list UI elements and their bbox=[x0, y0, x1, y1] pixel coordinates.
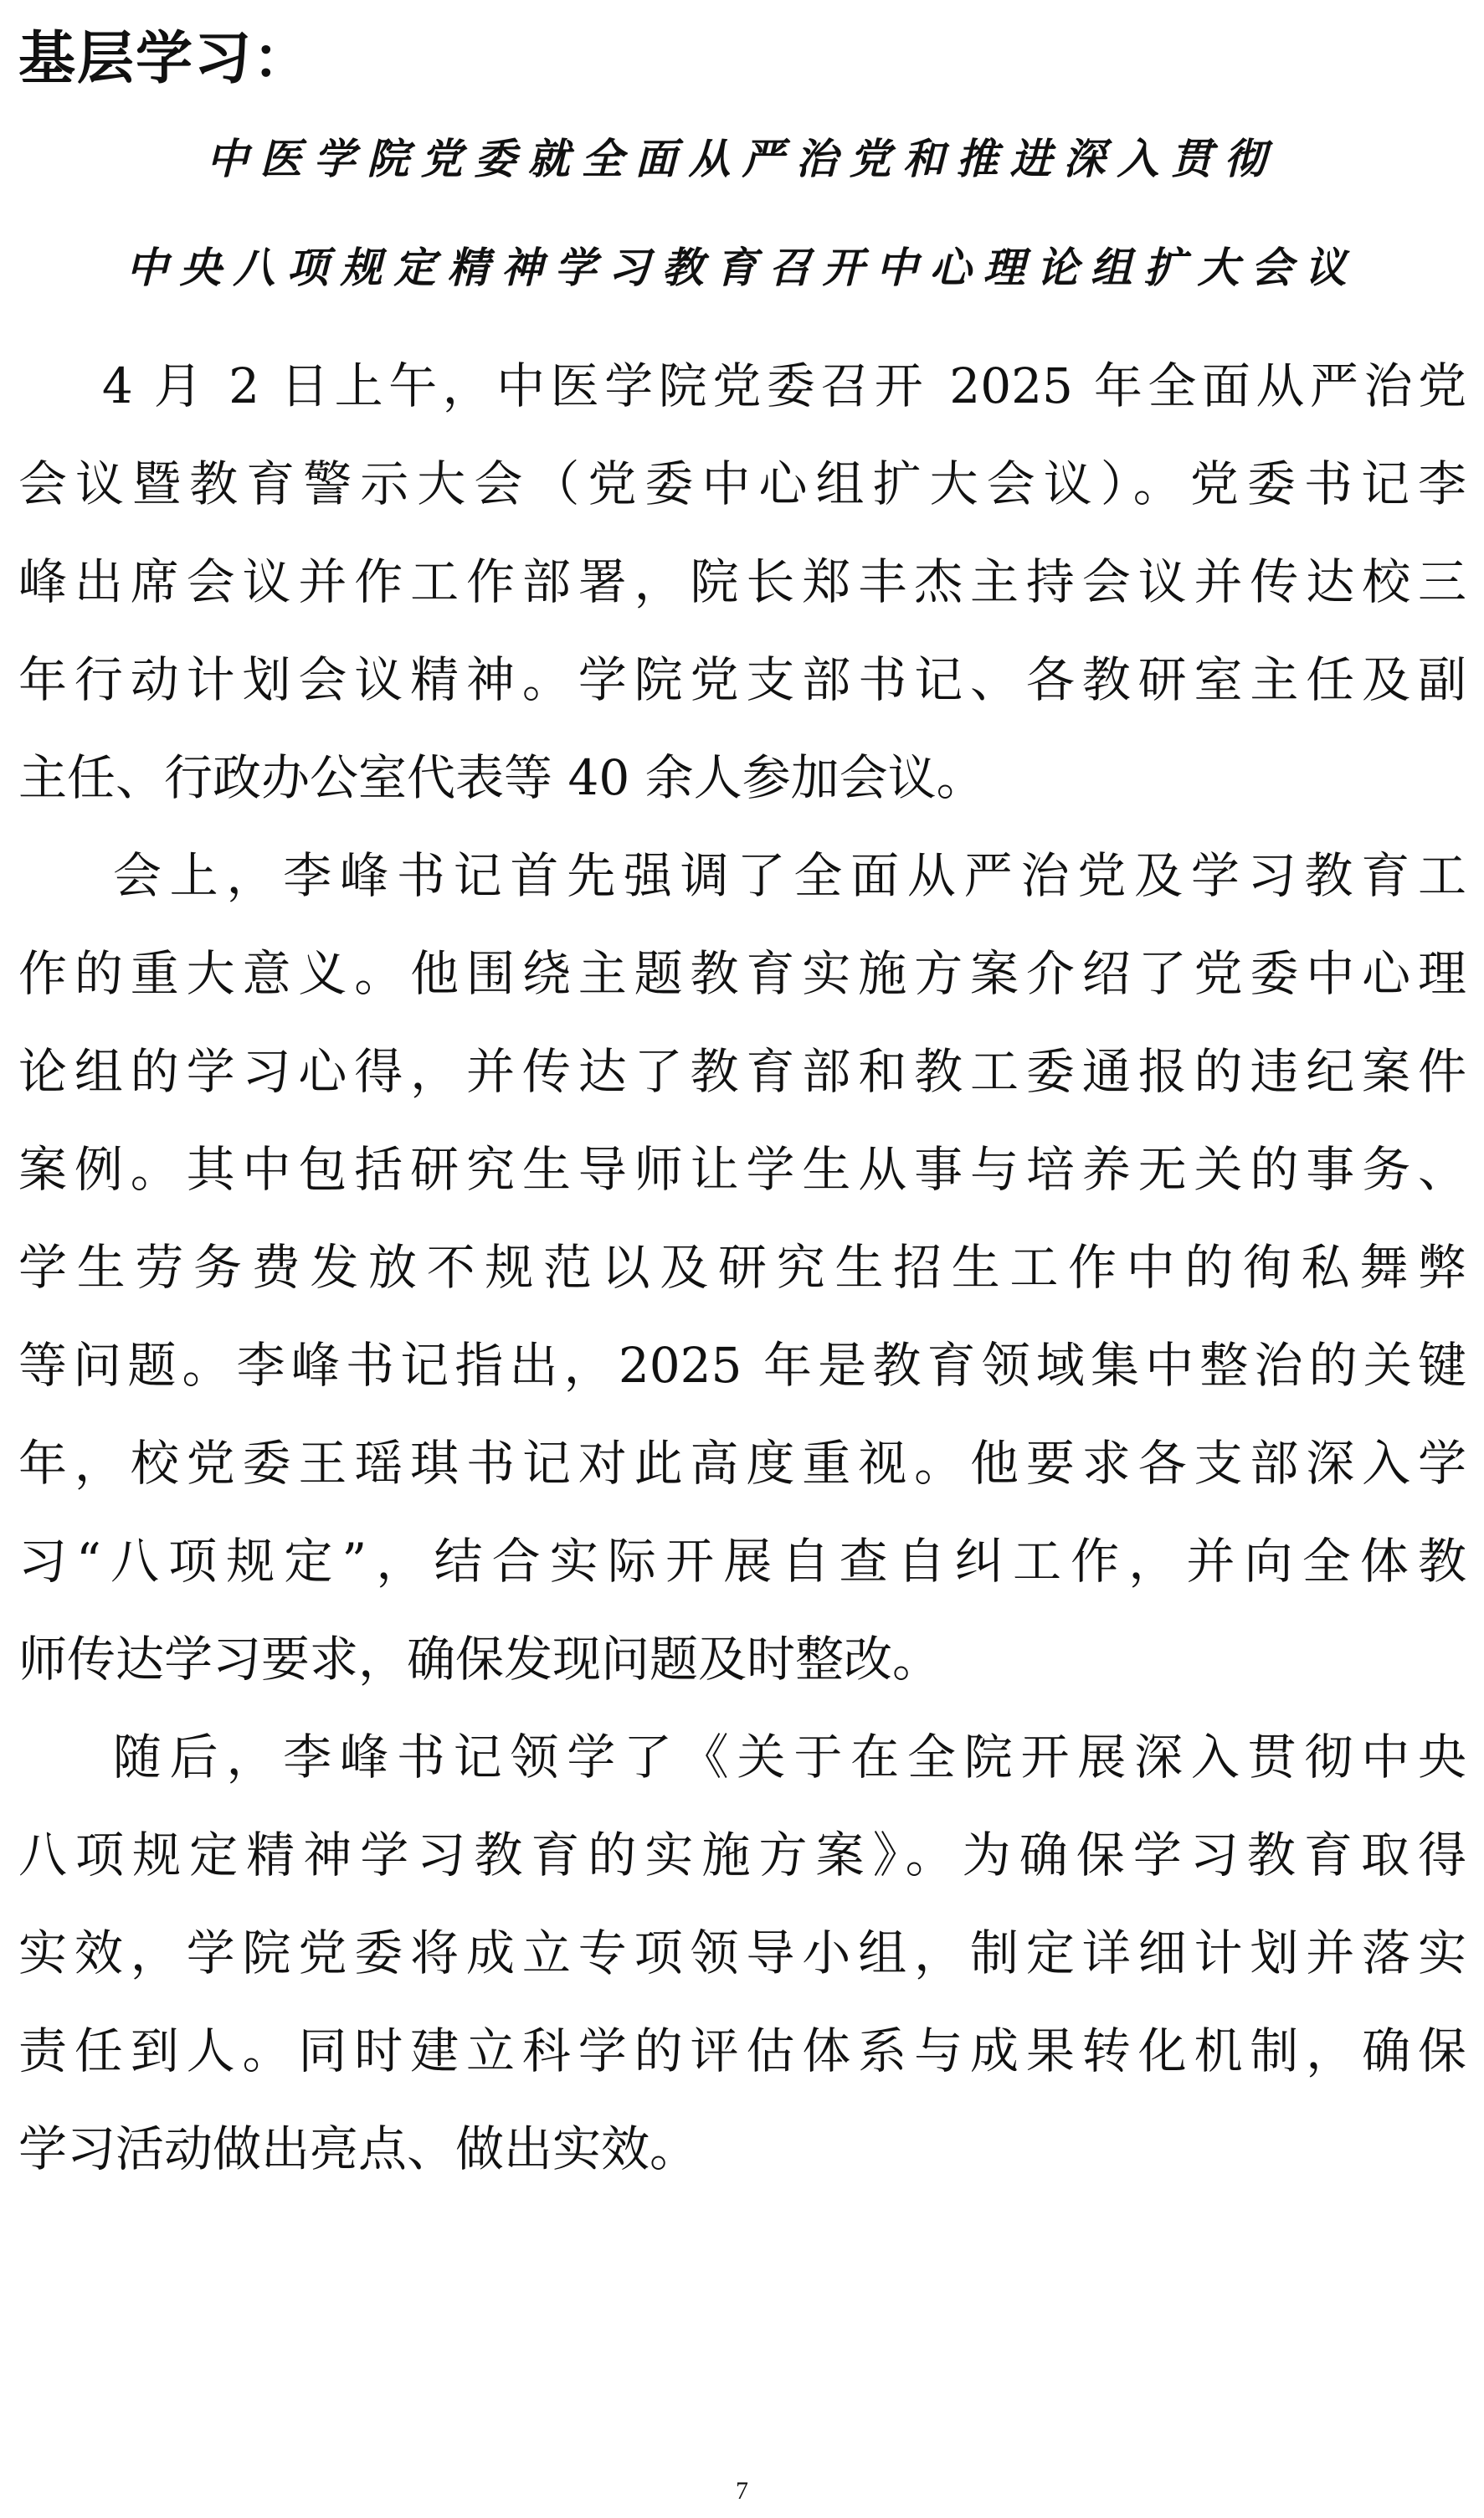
text-line: 主任、行政办公室代表等 40 余人参加会议。 bbox=[18, 749, 985, 806]
article-body bbox=[18, 337, 1466, 2198]
text-line: 年行动计划会议精神。学院党支部书记、各教研室主任及副 bbox=[18, 651, 1466, 708]
text-line: 作的重大意义。他围绕主题教育实施方案介绍了党委中心理 bbox=[18, 945, 1466, 1002]
text-line: 实效，学院党委将成立专项领导小组，制定详细计划并落实 bbox=[18, 1924, 1466, 1981]
text-line: 八项规定精神学习教育的实施方案》。为确保学习教育取得 bbox=[18, 1827, 1466, 1883]
text-line: 峰出席会议并作工作部署，院长郑丰杰主持会议并传达校三 bbox=[18, 553, 1466, 610]
article-title-line-1: 中医学院党委就全面从严治党和推进深入贯彻 bbox=[206, 134, 1278, 183]
text-line: 责任到人。同时建立科学的评估体系与成果转化机制，确保 bbox=[18, 2022, 1466, 2079]
text-line: 案例。其中包括研究生导师让学生从事与培养无关的事务、 bbox=[18, 1141, 1466, 1198]
text-line: 学习活动做出亮点、做出实效。 bbox=[18, 2120, 699, 2177]
text-line: 论组的学习心得，并传达了教育部和教工委通报的违纪案件 bbox=[18, 1043, 1466, 1100]
paragraph-3 bbox=[18, 1709, 1466, 2198]
text-line: 等问题。李峰书记指出，2025 年是教育领域集中整治的关键 bbox=[18, 1337, 1466, 1394]
section-label: 基层学习： bbox=[18, 26, 312, 92]
text-line: 师传达学习要求，确保发现问题及时整改。 bbox=[18, 1631, 942, 1688]
text-line: 习“八项规定”，结合实际开展自查自纠工作，并向全体教 bbox=[18, 1533, 1466, 1590]
paragraph-2 bbox=[18, 827, 1466, 1709]
paragraph-1 bbox=[18, 337, 1466, 827]
text-line: 随后，李峰书记领学了《关于在全院开展深入贯彻中央 bbox=[18, 1729, 1466, 1786]
text-line: 4 月 2 日上午，中医学院党委召开 2025 年全面从严治党 bbox=[18, 357, 1466, 414]
page-number: 7 bbox=[736, 2477, 748, 2505]
article-title-line-2: 中央八项规定精神学习教育召开中心理论组扩大会议 bbox=[126, 243, 1358, 292]
text-line: 会上，李峰书记首先强调了全面从严治党及学习教育工 bbox=[18, 847, 1466, 904]
text-line: 年，校党委王瑶琪书记对此高度重视。他要求各支部深入学 bbox=[18, 1435, 1466, 1492]
text-line: 会议暨教育警示大会（党委中心组扩大会议）。党委书记李 bbox=[18, 455, 1466, 512]
text-line: 学生劳务费发放不规范以及研究生招生工作中的徇私舞弊 bbox=[18, 1239, 1466, 1296]
